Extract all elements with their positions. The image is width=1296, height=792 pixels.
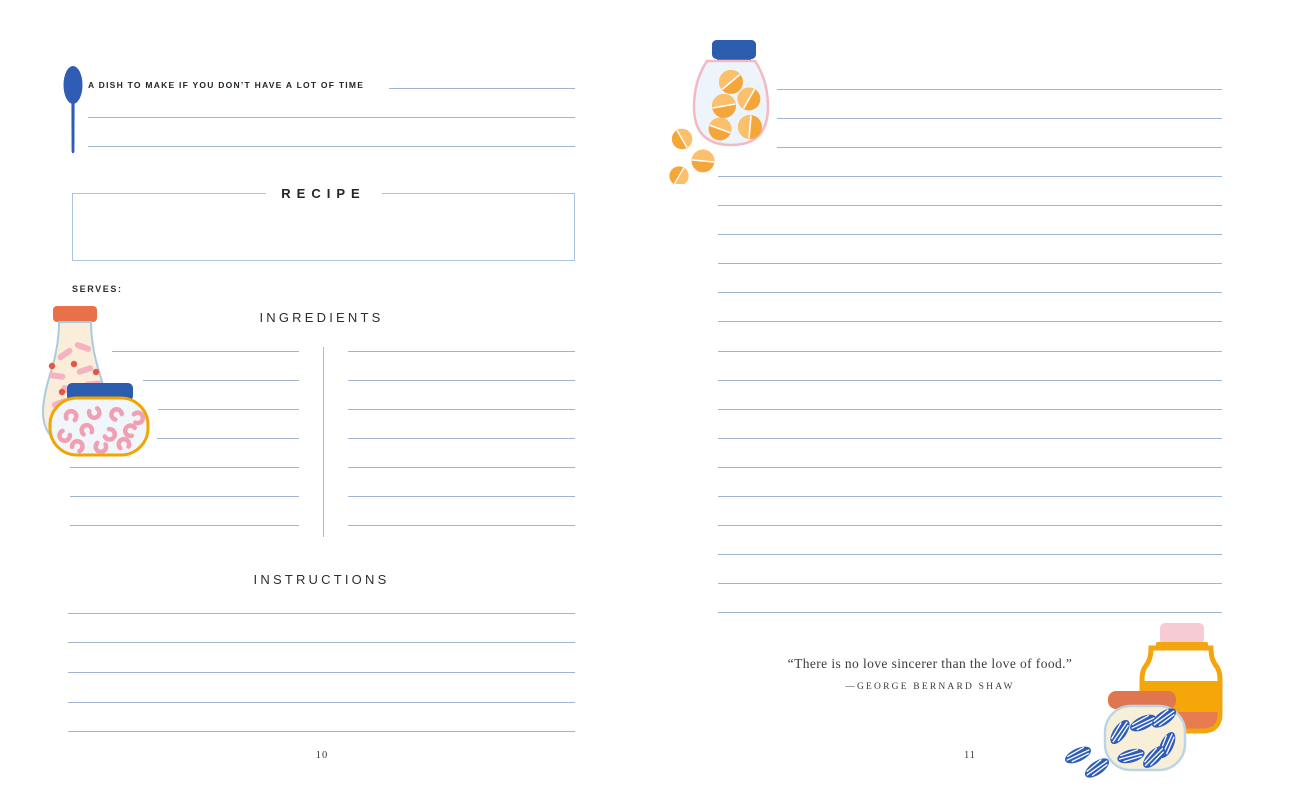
instructions-ruled-line	[68, 672, 575, 673]
ingredients-ruled-line	[157, 438, 299, 439]
ingredients-ruled-line	[348, 496, 575, 497]
ingredients-ruled-line	[348, 380, 575, 381]
quote-block	[772, 656, 1088, 692]
page-number-right: 11	[963, 750, 977, 761]
notes-ruled-line	[718, 234, 1222, 235]
notes-ruled-line	[718, 496, 1222, 497]
notes-ruled-line	[718, 438, 1222, 439]
prompt-label: A DISH TO MAKE IF YOU DON’T HAVE A LOT OF TIME	[88, 80, 365, 90]
ingredients-ruled-line	[158, 409, 299, 410]
notes-ruled-line	[777, 147, 1222, 148]
ingredients-ruled-line	[70, 467, 299, 468]
notes-ruled-line	[718, 409, 1222, 410]
ingredients-ruled-line	[348, 409, 575, 410]
notes-ruled-line	[718, 205, 1222, 206]
instructions-ruled-line	[68, 613, 575, 614]
ingredients-ruled-line	[348, 438, 575, 439]
notes-ruled-line	[718, 583, 1222, 584]
header-ruled-line	[88, 146, 575, 147]
ingredients-ruled-line	[112, 351, 299, 352]
notes-ruled-line	[777, 118, 1222, 119]
instructions-ruled-line	[68, 642, 575, 643]
header-ruled-line	[389, 88, 575, 89]
notes-ruled-line	[718, 554, 1222, 555]
page-number-left: 10	[315, 750, 329, 761]
notes-ruled-line	[718, 321, 1222, 322]
instructions-ruled-line	[68, 731, 575, 732]
serves-label: SERVES:	[72, 284, 123, 294]
ingredients-column-divider	[323, 347, 324, 537]
notes-ruled-line	[718, 467, 1222, 468]
recipe-title-box	[72, 186, 575, 261]
recipe-label: RECIPE	[265, 185, 381, 202]
quote-text: “There is no love sincerer than the love of food.”	[787, 656, 1073, 671]
ingredients-heading: INGREDIENTS	[259, 310, 384, 325]
ingredients-ruled-line	[70, 496, 299, 497]
quote-attribution: —GEORGE BERNARD SHAW	[845, 682, 1015, 692]
notes-ruled-line	[718, 525, 1222, 526]
ingredients-ruled-line	[348, 467, 575, 468]
seed-jar-illustration	[1063, 691, 1185, 781]
notes-ruled-line	[718, 380, 1222, 381]
ingredients-ruled-line	[143, 380, 299, 381]
chickpea-jar-illustration	[658, 34, 784, 184]
notes-ruled-line	[718, 176, 1222, 177]
spoon-icon	[61, 64, 85, 160]
ingredients-ruled-line	[70, 525, 299, 526]
notes-ruled-line	[718, 351, 1222, 352]
instructions-ruled-line	[68, 702, 575, 703]
header-ruled-line	[88, 117, 575, 118]
ingredients-ruled-line	[348, 525, 575, 526]
instructions-heading: INSTRUCTIONS	[253, 572, 390, 587]
ingredients-ruled-line	[348, 351, 575, 352]
notes-ruled-line	[718, 612, 1222, 613]
notes-ruled-line	[718, 292, 1222, 293]
notes-ruled-line	[777, 89, 1222, 90]
notes-ruled-line	[718, 263, 1222, 264]
honey-bottle-illustration	[1050, 615, 1296, 792]
